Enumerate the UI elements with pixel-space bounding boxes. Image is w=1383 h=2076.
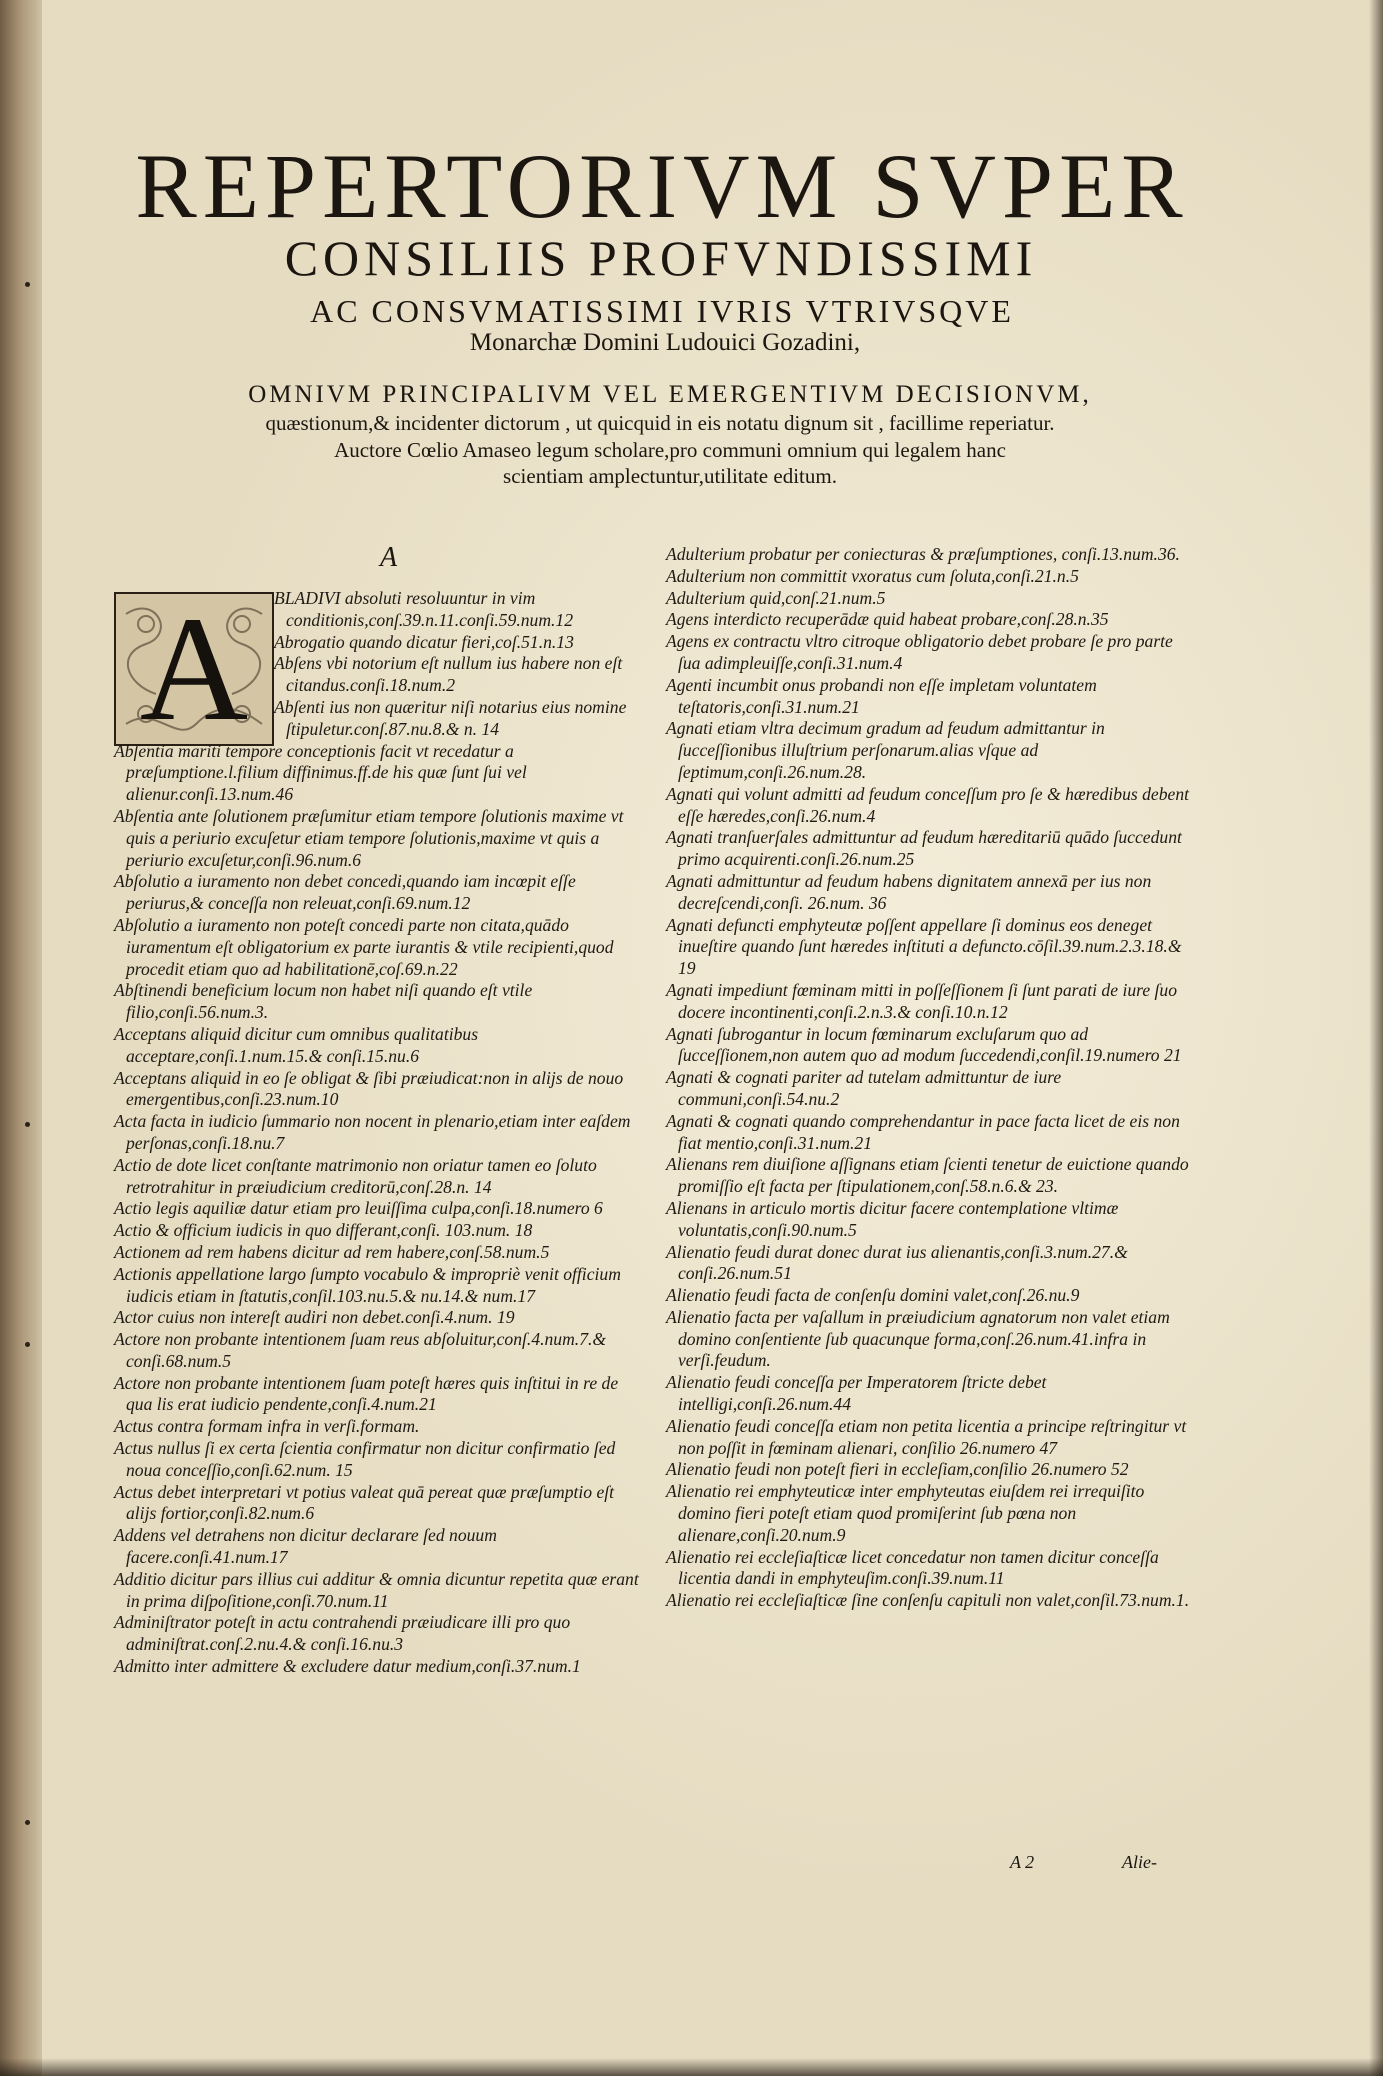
index-entry: BLADIVI absoluti resoluuntur in vim conditionis,conſ.39.n.11.conſi.59.num.12 <box>274 588 574 630</box>
index-entry: Agnati ſubrogantur in locum fœminarum excluſarum quo ad ſucceſſionem,non autem quo ad modum ſuccedendi,conſil.19.numero 21 <box>666 1023 1182 1066</box>
index-entry: Alienatio feudi durat donec durat ius alienantis,conſi.3.num.27.& conſi.26.num.51 <box>666 1241 1128 1284</box>
signature-mark: A 2 <box>1010 1852 1035 1872</box>
title-line-3: AC CONSVMATISSIMI IVRIS VTRIVSQVE <box>310 293 1014 329</box>
title-line-7b: scientiam amplectuntur,utilitate editum. <box>503 464 837 488</box>
binding-hole <box>25 1820 30 1825</box>
title-line-7a: Auctore Cœlio Amaseo legum scholare,pro communi omnium qui legalem hanc <box>334 438 1006 462</box>
index-entry: Actio de dote licet conſtante matrimonio non oriatur tamen eo ſoluto retrotrahitur in præiudicium creditorū,conſ.28.n. 14 <box>114 1154 597 1197</box>
index-entry: Adulterium non committit vxoratus cum ſoluta,conſi.21.n.5 <box>666 565 1079 586</box>
index-entry: Actore non probante intentionem ſuam reus abſoluitur,conſ.4.num.7.& conſi.68.num.5 <box>114 1329 607 1371</box>
index-entry: Adminiſtrator poteſt in actu contrahendi præiudicare illi pro quo adminiſtrat.conſ.2.nu.4.& conſi.16.nu.3 <box>114 1612 571 1655</box>
index-entry: Agnati & cognati pariter ad tutelam admittuntur de iure communi,conſi.54.nu.2 <box>666 1067 1062 1109</box>
binding-gutter <box>0 0 42 2076</box>
index-entry: Abſenti ius non quæritur niſi notarius eius nomine ſtipuletur.conſ.87.nu.8.& n. 14 <box>274 696 627 739</box>
index-entry: Abſolutio a iuramento non poteſt concedi parte non citata,quādo iuramentum eſt obligatorium ex parte iurantis & vtile recipienti,quod procedit etiam quo ad habilitationē,coſ.69.n.22 <box>114 914 614 979</box>
index-entry: Actionis appellatione largo ſumpto vocabulo & impropriè venit officium iudicis etiam in ſtatutis,conſil.103.nu.5.& nu.14.& num.17 <box>114 1263 621 1306</box>
index-entry: Actus debet interpretari vt potius valeat quā pereat quæ præſumptio eſt alijs fortior,conſi.82.num.6 <box>114 1481 615 1524</box>
index-entry: Actus nullus ſi ex certa ſcientia confirmatur non dicitur confirmatio ſed noua conceſſio,conſi.62.num. 15 <box>114 1438 616 1480</box>
binding-hole <box>25 282 30 287</box>
index-entry: Alienatio feudi conceſſa per Imperatorem ſtricte debet intelligi,conſi.26.num.44 <box>666 1372 1047 1415</box>
index-entry: Actor cuius non intereſt audiri non debet.conſi.4.num. 19 <box>114 1307 515 1328</box>
index-entry: Addens vel detrahens non dicitur declarare ſed nouum facere.conſi.41.num.17 <box>114 1525 497 1568</box>
index-entry: Agnati impediunt fœminam mitti in poſſeſſionem ſi ſunt parati de iure ſuo docere incontinenti,conſi.2.n.3.& conſi.10.n.12 <box>666 979 1178 1022</box>
title-line-2: CONSILIIS PROFVNDISSIMI <box>284 230 1038 286</box>
index-entry: Alienans in articulo mortis dicitur facere contemplatione vltimæ voluntatis,conſi.90.num.5 <box>666 1197 1119 1240</box>
index-entry: Abrogatio quando dicatur fieri,coſ.51.n.13 <box>274 631 574 652</box>
page-bottom-shadow <box>0 2058 1383 2076</box>
index-entry: Abſens vbi notorium eſt nullum ius habere non eſt citandus.conſi.18.num.2 <box>274 653 623 696</box>
index-entry: Actionem ad rem habens dicitur ad rem habere,conſ.58.num.5 <box>114 1241 550 1262</box>
index-entry: Abſolutio a iuramento non debet concedi,quando iam incœpit eſſe periurus,& conceſſa non releuat,conſi.69.num.12 <box>114 871 576 914</box>
index-entry: Acceptans aliquid dicitur cum omnibus qualitatibus acceptare,conſi.1.num.15.& conſi.15.nu.6 <box>114 1023 479 1066</box>
index-entry: Abſentia mariti tempore conceptionis facit vt recedatur a præſumptione.l.filium diffinimus.ff.de his quæ ſunt ſui vel alienur.conſi.13.num.46 <box>114 740 527 805</box>
index-entry: Alienatio rei eccleſiaſticæ ſine conſenſu capituli non valet,conſil.73.num.1. <box>666 1590 1190 1611</box>
index-entry: Alienatio feudi facta de conſenſu domini valet,conſ.26.nu.9 <box>666 1285 1080 1306</box>
title-line-4: Monarchæ Domini Ludouici Gozadini, <box>469 329 861 356</box>
index-entry: Agnati tranſuerſales admittuntur ad feudum hæreditariū quādo ſuccedunt primo acquirenti.conſi.26.num.25 <box>666 827 1182 870</box>
index-entry: Agnati etiam vltra decimum gradum ad feudum admittantur in ſucceſſionibus illuſtrium perſonarum.alias vſque ad ſeptimum,conſi.26.num.28. <box>666 718 1105 782</box>
binding-hole <box>25 1342 30 1347</box>
index-entry: Alienatio facta per vaſallum in præiudicium agnatorum non valet etiam domino conſentiente ſub quacunque forma,conſ.26.num.41.infra in verſi.feudum. <box>666 1306 1170 1371</box>
index-entry: Agnati admittuntur ad feudum habens dignitatem annexā per ius non decreſcendi,conſi. 26.num. 36 <box>666 870 1152 913</box>
initial-letter: A <box>139 586 249 752</box>
catchword: Alie- <box>1122 1852 1157 1872</box>
index-entry: Adulterium quid,conſ.21.num.5 <box>666 587 886 608</box>
index-entry: Alienatio rei eccleſiaſticæ licet concedatur non tamen dicitur conceſſa licentia dandi in emphyteuſim.conſi.39.num.11 <box>666 1546 1159 1589</box>
index-entry: Admitto inter admittere & excludere datur medium,conſi.37.num.1 <box>114 1656 581 1677</box>
index-entry: Agnati defuncti emphyteutæ poſſent appellare ſi dominus eos deneget inueſtire quando ſunt hæredes inſtituti a defuncto.cōſil.39.num.2.3.18.& 19 <box>666 914 1182 979</box>
index-entry: Alienatio rei emphyteuticæ inter emphyteutas eiuſdem rei irrequiſito domino fieri poteſt etiam quod promiſerint ſub pœna non alienare,conſi.20.num.9 <box>666 1481 1145 1545</box>
index-entry: Actore non probante intentionem ſuam poteſt hæres quis inſtitui in re de qua lis erat iudicio pendente,conſi.4.num.21 <box>114 1372 619 1415</box>
section-letter-heading: A <box>380 542 398 573</box>
index-entry: Agenti incumbit onus probandi non eſſe impletam voluntatem teſtatoris,conſi.31.num.21 <box>666 674 1097 717</box>
index-entry: Agnati & cognati quando comprehendantur in pace facta licet de eis non fiat mentio,conſi.31.num.21 <box>666 1110 1180 1153</box>
title-line-1: REPERTORIVM SVPER <box>135 135 1189 237</box>
title-line-5: OMNIVM PRINCIPALIVM VEL EMERGENTIVM DECISIONVM, <box>248 381 1092 408</box>
index-entry: Abſentia ante ſolutionem præſumitur etiam tempore ſolutionis maxime vt quis a periurio excuſetur etiam tempore ſolutionis,maxime vt quis a periurio excuſetur,conſi.96.num.6 <box>114 805 624 870</box>
index-entry: Agens interdicto recuperādæ quid habeat probare,conſ.28.n.35 <box>666 609 1109 630</box>
index-entry: Abſtinendi beneficium locum non habet niſi quando eſt vtile filio,conſi.56.num.3. <box>114 980 533 1023</box>
index-entry: Actio legis aquiliæ datur etiam pro leuiſſima culpa,conſi.18.numero 6 <box>114 1198 603 1219</box>
left-index-column <box>114 588 646 1678</box>
index-entry: Agnati qui volunt admitti ad feudum conceſſum pro ſe & hæredibus debent eſſe hæredes,conſi.26.num.4 <box>666 783 1190 826</box>
index-entry: Alienatio feudi non poteſt fieri in eccleſiam,conſilio 26.numero 52 <box>666 1459 1129 1480</box>
index-entry: Acta facta in iudicio ſummario non nocent in plenario,etiam inter eaſdem perſonas,conſi.18.nu.7 <box>114 1111 631 1153</box>
index-entry: Alienatio feudi conceſſa etiam non petita licentia a principe reſtringitur vt non poſſit in fœminam alienari, conſilio 26.numero 47 <box>666 1415 1187 1458</box>
right-index-column <box>666 544 1190 1612</box>
index-entry: Adulterium probatur per coniecturas & præſumptiones, conſi.13.num.36. <box>666 544 1180 564</box>
index-entry: Additio dicitur pars illius cui additur & omnia dicuntur repetita quæ erant in prima diſpoſitione,conſi.70.num.11 <box>114 1568 639 1611</box>
page-edge-shadow <box>1369 0 1383 2076</box>
binding-hole <box>25 1122 30 1127</box>
title-line-7 <box>280 437 1060 489</box>
index-entry: Acceptans aliquid in eo ſe obligat & ſibi præiudicat:non in alijs de nouo emergentibus,conſi.23.num.10 <box>114 1067 624 1110</box>
index-entry: Actus contra formam infra in verſi.formam. <box>114 1416 420 1437</box>
index-entry: Alienans rem diuiſione aſſignans etiam ſcienti tenetur de euictione quando promiſſio eſt facta per ſtipulationem,conſ.58.n.6.& 23. <box>666 1154 1189 1197</box>
title-line-6: quæstionum,& incidenter dictorum , ut quicquid in eis notatu dignum sit , facillime reperiatur. <box>265 411 1055 435</box>
index-entry: Actio & officium iudicis in quo differant,conſi. 103.num. 18 <box>114 1220 533 1241</box>
index-entry: Agens ex contractu vltro citroque obligatorio debet probare ſe pro parte ſua adimpleuiſſe,conſi.31.num.4 <box>666 631 1173 673</box>
